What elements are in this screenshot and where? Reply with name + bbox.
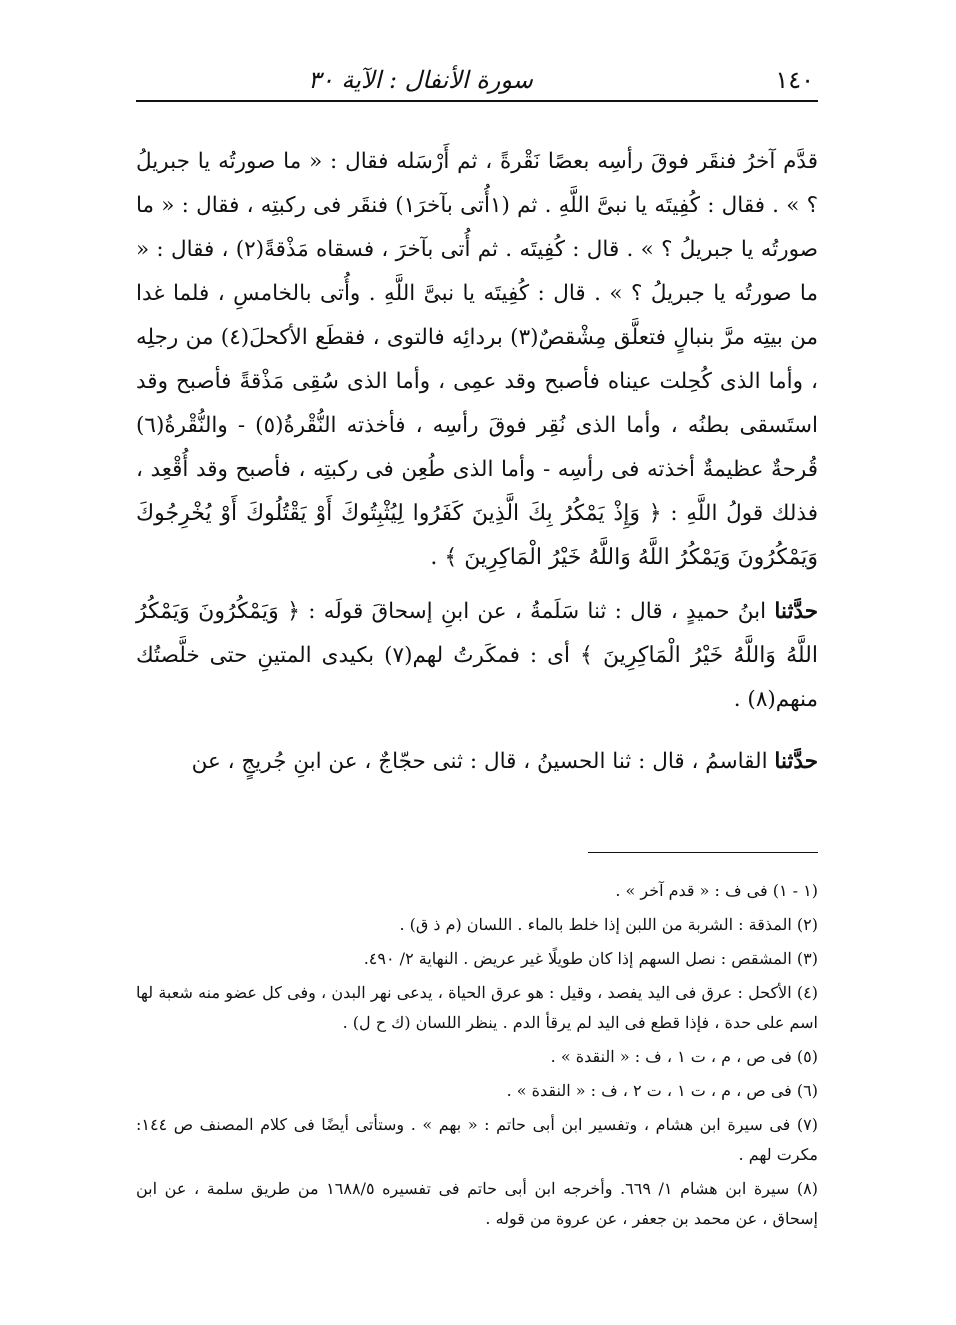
- paragraph-1: [136, 140, 818, 580]
- header-rule: [136, 100, 818, 102]
- paragraph-2-text-a: ابنُ حميدٍ ، قال : ثنا سَلَمةُ ، عن ابنِ إسحاقَ قولَه :: [308, 599, 767, 624]
- paragraph-3: [136, 740, 818, 784]
- footnote-6: (٦) فى ص ، م ، ت ١ ، ت ٢ ، ف : « النقدة » .: [506, 1081, 818, 1100]
- quran-verse-2: ﴿ وَيَمْكُرُونَ وَيَمْكُرُ اللَّهُ وَاللَّهُ خَيْرُ الْمَاكِرِينَ ﴾: [136, 599, 818, 668]
- main-text: [136, 140, 818, 784]
- footnote-3: (٣) المشقص : نصل السهم إذا كان طويلًا غير عريض . النهاية ٢/ ٤٩٠.: [363, 949, 818, 968]
- footnote-2: (٢) المذقة : الشربة من اللبن إذا خلط بالماء . اللسان (م ذ ق) .: [399, 915, 818, 934]
- page-number: ١٤٠: [775, 66, 814, 94]
- footnote-5: (٥) فى ص ، م ، ت ١ ، ف : « النقدة » .: [550, 1047, 818, 1066]
- footnote-7: (٧) فى سيرة ابن هشام ، وتفسير ابن أبى حاتم : « بهم » . وستأتى أيضًا فى كلام المصنف ص ١٤٤: مكرت لهم .: [136, 1115, 818, 1164]
- footnotes: [136, 876, 818, 1238]
- page-header: [138, 52, 814, 92]
- footnote-8: (٨) سيرة ابن هشام ١/ ٦٦٩. وأخرجه ابن أبى حاتم فى تفسيره ١٦٨٨/٥ من طريق سلمة ، عن ابن إسحاق ، عن محمد بن جعفر ، عن عروة من قوله .: [136, 1179, 818, 1228]
- footnote-1: (١ - ١) فى ف : « قدم آخر » .: [615, 881, 818, 900]
- paragraph-2: [136, 590, 818, 722]
- paragraph-3-text: القاسمُ ، قال : ثنا الحسينُ ، قال : ثنى حجّاجٌ ، عن ابنِ جُريجٍ ، عن: [191, 749, 768, 774]
- hadith-lead-3: حدَّثنا: [774, 749, 818, 774]
- footnote-4: (٤) الأكحل : عرق فى اليد يفصد ، وقيل : هو عرق الحياة ، يدعى نهر البدن ، وفى كل عضو منه شعبة لها اسم على حدة ، فإذا قطع فى اليد لم يرقأ الدم . ينظر اللسان (ك ح ل) .: [136, 983, 818, 1032]
- footnote-rule: [588, 852, 818, 853]
- running-title: سورة الأنفال : الآية ٣٠: [308, 66, 533, 94]
- quran-verse-1: ﴿ وَإِذْ يَمْكُرُ بِكَ الَّذِينَ كَفَرُوا لِيُثْبِتُوكَ أَوْ يَقْتُلُوكَ أَوْ يُخْرِجُوكَ وَيَمْكُرُونَ وَيَمْكُرُ اللَّهُ وَاللَّهُ خَيْرُ الْمَاكِرِينَ ﴾ .: [136, 501, 818, 570]
- paragraph-2-text-b: أى : فمكَرتُ لهم(٧) بكيدى المتينِ حتى خلَّصتُك منهم(٨) .: [136, 643, 818, 712]
- paragraph-1-text: قدَّم آخرُ فنقَر فوقَ رأسِه بعصًا نَقْرةً ، ثم أَرْسَله فقال : « ما صورتُه يا جبريلُ ؟ » . فقال : كُفِيتَه يا نبىَّ اللَّهِ . ثم (١أُتى بآخرَ١) فنقَر فى ركبتِه ، فقال : « ما صورتُه يا جبريلُ ؟ » . قال : كُفِيتَه . ثم أُتى بآخرَ ، فسقاه مَذْقةً(٢) ، فقال : « ما صورتُه يا جبريلُ ؟ » . قال : كُفِيتَه يا نبىَّ اللَّهِ . وأُتى بالخامسِ ، فلما غدا من بيتِه مرَّ بنبالٍ فتعلَّق مِشْقصٌ(٣) بردائِه فالتوى ، فقطَع الأكحلَ(٤) من رجلِه ، وأما الذى كُحِلت عيناه فأصبح وقد عمِى ، وأما الذى سُقِى مَذْقةً فأصبح وقد استَسقى بطنُه ، وأما الذى نُقِر فوقَ رأسِه ، فأخذته النُّقْرةُ(٥) - والنُّقْرةُ(٦) قُرحةٌ عظيمةٌ أخذته فى رأسِه - وأما الذى طُعِن فى ركبتِه ، فأصبح وقد أُقْعِد ، فذلك قولُ اللَّهِ :: [136, 149, 818, 526]
- hadith-lead-2: حدَّثنا: [774, 599, 819, 624]
